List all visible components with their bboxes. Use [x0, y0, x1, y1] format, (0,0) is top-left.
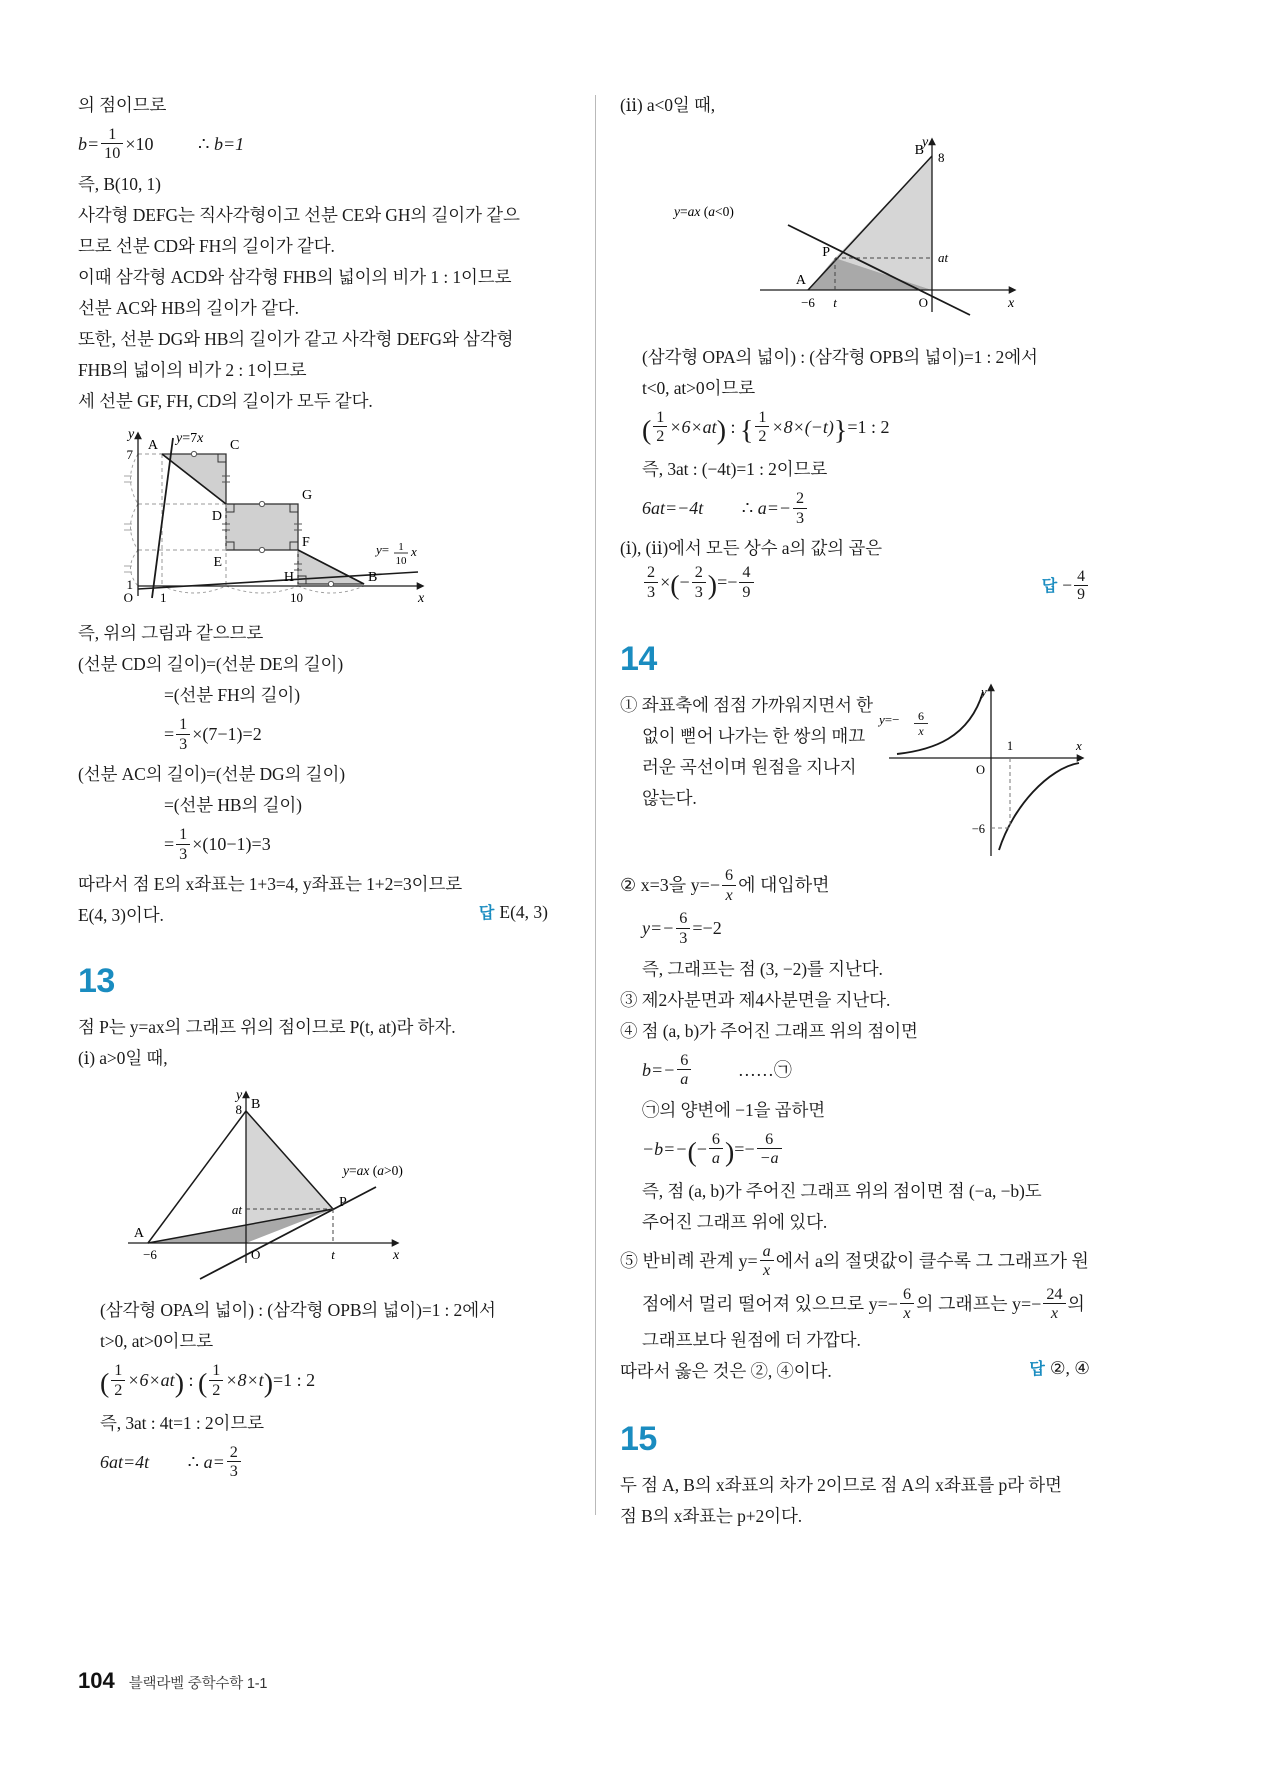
figure-staircase-graph: [118, 426, 448, 606]
eq-ac-rest: ×(10−1)=3: [192, 834, 271, 855]
q14-item2-tail: 즉, 그래프는 점 (3, −2)를 지난다.: [642, 958, 883, 979]
figure-y-ax-positive: [118, 1083, 418, 1283]
fig1-ytick-7: 7: [126, 447, 133, 463]
frac-6-over-3: $\frac{6}{3}$: [676, 910, 690, 947]
figure-1-svg: [118, 426, 448, 606]
frac-6-over-x-a: $\frac{6}{x}$: [722, 867, 736, 904]
frac-2-3-final-a: $\frac{2}{3}$: [644, 564, 658, 601]
left-line-7: FHB의 넓이의 비가 2 : 1이므로: [78, 360, 307, 381]
question-number-14: 14: [620, 640, 657, 679]
left-after-fig-3: (선분 AC의 길이)=(선분 DG의 길이): [78, 764, 346, 785]
frac-half-left-13c: $\frac{1}{2}$: [653, 409, 667, 446]
q14-item4-eq2: −b=−(− $\frac{6}{a}$ )=− $\frac{6}{-a}$: [620, 1131, 1090, 1170]
fig3-origin: O: [918, 295, 928, 310]
left-after-fig-4: =(선분 HB의 길이): [164, 795, 302, 816]
fraction-1-over-10: $\frac{1}{10}$: [101, 126, 123, 163]
fig2-origin: O: [251, 1247, 261, 1263]
left-line-0: 의 점이므로: [78, 95, 167, 115]
question-number-13: 13: [78, 962, 115, 1001]
q13c-ratio-line: (삼각형 OPA의 넓이) : (삼각형 OPB의 넓이)=1 : 2에서: [642, 347, 1038, 367]
fig3-label-B: B: [914, 143, 924, 158]
frac-6-over-neg-a: $\frac{6}{-a}$: [757, 1131, 782, 1168]
q14-item4-tail-2: 주어진 그래프 위에 있다.: [642, 1211, 828, 1232]
frac-2-over-3-a: $\frac{2}{3}$: [227, 1444, 241, 1481]
book-title: 블랙라벨 중학수학 1-1: [128, 1676, 268, 1692]
svg-text:y=: y=: [376, 542, 390, 558]
q14-conclusion: 따라서 옳은 것은 ②, ④이다.: [620, 1361, 832, 1382]
eq-ac-prefix: =: [164, 834, 175, 855]
svg-text:x: x: [918, 724, 924, 739]
answer-q13-label: 답: [1041, 578, 1058, 596]
page-footer: [78, 1668, 267, 1694]
q13-intro-1: 점 P는 y=ax의 그래프 위의 점이므로 P(t, at)라 하자.: [78, 1017, 456, 1038]
q13-eq-solve: 6at=4t ∴ a= $\frac{2}{3}$: [78, 1444, 548, 1481]
left-line-6: 또한, 선분 DG와 HB의 길이가 같고 사각형 DEFG와 삼각형: [78, 329, 514, 350]
frac-24-over-x: $\frac{24}{x}$: [1043, 1286, 1065, 1323]
fig1-label-H: H: [283, 570, 294, 586]
answer-q13: [1042, 568, 1090, 604]
frac-2-3-final-b: $\frac{2}{3}$: [692, 564, 706, 601]
q13-cond: t>0, at>0이므로: [100, 1331, 213, 1352]
fig3-ytick-8: 8: [938, 150, 945, 165]
left-column: [78, 90, 548, 1487]
fig1-label-D: D: [211, 509, 222, 525]
fig4-axis-y: y: [981, 684, 987, 700]
svg-text:10: 10: [395, 555, 407, 568]
eq-b-lhs: b=: [78, 134, 100, 155]
page-number: 104: [78, 1668, 115, 1693]
eq-b-result: b=1: [213, 134, 245, 155]
q14-item1-block: [620, 684, 1090, 865]
fig3-line-label: y=ax (a<0): [674, 204, 734, 219]
left-line-4: 이때 삼각형 ACD와 삼각형 FHB의 넓이의 비가 1 : 1이므로: [78, 267, 512, 288]
left-answer-row: [78, 900, 548, 932]
eq-b-mul: ×10: [125, 134, 154, 155]
left-conclusion-1: 따라서 점 E의 x좌표는 1+3=4, y좌표는 1+2=3이므로: [78, 874, 463, 895]
fig1-label-C: C: [230, 438, 240, 454]
q13-ratio-line: (삼각형 OPA의 넓이) : (삼각형 OPB의 넓이)=1 : 2에서: [100, 1300, 496, 1321]
fraction-1-over-3-b: $\frac{1}{3}$: [176, 826, 190, 863]
answer-q13-prefix: −: [1062, 575, 1073, 596]
fig1-axis-y: y: [128, 427, 135, 443]
fig2-line-label: y=ax (a>0): [343, 1163, 403, 1179]
q14-item2-eq: y=− $\frac{6}{3}$ =−2: [642, 909, 722, 947]
figure-3-svg: [660, 130, 1050, 330]
q14-item5-l2: 점에서 멀리 떨어져 있으므로 y=− $\frac{6}{x}$ 의 그래프는 y=− $\frac{24}{x}$ 의: [642, 1284, 1085, 1323]
q14-answer-row: [620, 1356, 1090, 1390]
q14-item5-l3: 그래프보다 원점에 더 가깝다.: [642, 1330, 861, 1351]
left-after-fig-0: 즉, 위의 그림과 같으므로: [78, 623, 264, 644]
left-conclusion-2: E(4, 3)이다.: [78, 905, 164, 926]
fig3-label-P: P: [822, 245, 830, 260]
q13-answer-row: [620, 564, 1090, 610]
left-line-3: 므로 선분 CD와 FH의 길이가 같다.: [78, 236, 335, 257]
fig3-xtick-neg6: −6: [801, 295, 815, 310]
q14-item1-l0: ① 좌표축에 점점 가까워지면서 한: [620, 695, 873, 716]
q14-item4-mid: ㉠의 양변에 −1을 곱하면: [642, 1099, 826, 1120]
q14-item4-tail-1: 즉, 점 (a, b)가 주어진 그래프 위의 점이면 점 (−a, −b)도: [642, 1180, 1042, 1201]
figure-y-ax-negative: [660, 130, 1050, 330]
q14-item1-l2: 러운 곡선이며 원점을 지나지: [642, 757, 857, 778]
q14-item4: ④ 점 (a, b)가 주어진 그래프 위의 점이면: [620, 1020, 918, 1041]
svg-text:1: 1: [398, 541, 404, 554]
q14-eq-tag: ……㉠: [737, 1059, 792, 1080]
fig4-xtick-1: 1: [1006, 739, 1014, 754]
q13c-eq-simpl: 즉, 3at : (−4t)=1 : 2이므로: [642, 459, 828, 480]
fig4-axis-x: x: [1076, 738, 1082, 754]
q13-eq-simpl: 즉, 3at : 4t=1 : 2이므로: [100, 1412, 264, 1433]
fig1-label-E: E: [213, 555, 222, 571]
fig2-xtick-t: t: [331, 1247, 335, 1263]
fig2-ytick-8: 8: [235, 1102, 242, 1118]
figure-2-svg: [118, 1083, 418, 1283]
q13c-eq-solve: 6at=−4t ∴ a=− $\frac{2}{3}$: [620, 490, 1090, 527]
fig1-xtick-10: 10: [290, 590, 303, 606]
svg-text:y=−: y=−: [879, 712, 900, 728]
fig2-label-P: P: [339, 1195, 347, 1211]
answer-q14: [1029, 1356, 1090, 1379]
frac-a-over-x: $\frac{a}{x}$: [760, 1243, 774, 1280]
fig2-label-A: A: [133, 1226, 144, 1242]
svg-text:6: 6: [918, 709, 924, 724]
q14-item3: ③ 제2사분면과 제4사분면을 지난다.: [620, 989, 891, 1010]
left-line-5: 선분 AC와 HB의 길이가 같다.: [78, 298, 299, 319]
svg-text:x: x: [411, 544, 417, 560]
q13-intro-2: (ⅰ) a>0일 때,: [78, 1048, 168, 1069]
q15-line-1: 두 점 A, B의 x좌표의 차가 2이므로 점 A의 x좌표를 p라 하면: [620, 1475, 1062, 1496]
fig1-line-label-7x: y=7x: [176, 431, 204, 447]
fraction-1-over-3-a: $\frac{1}{3}$: [176, 716, 190, 753]
fig1-label-G: G: [302, 488, 313, 504]
fig1-label-F: F: [302, 535, 310, 551]
fig1-line-label-tenth: [374, 541, 417, 567]
equation-ac-length: [78, 826, 548, 863]
fig2-axis-y: y: [236, 1088, 243, 1104]
frac-half-right-13c: $\frac{1}{2}$: [755, 409, 769, 446]
fig2-label-at: at: [231, 1202, 242, 1218]
fig1-label-B: B: [368, 570, 378, 586]
left-line-2: 사각형 DEFG는 직사각형이고 선분 CE와 GH의 길이가 같으: [78, 205, 520, 226]
left-line-1: 즉, B(10, 1): [78, 174, 161, 195]
frac-6-over-a: $\frac{6}{a}$: [677, 1052, 691, 1089]
fig2-xtick-neg6: −6: [143, 1247, 157, 1263]
fig3-axis-x: x: [1008, 296, 1015, 311]
figure-hyperbola: [873, 680, 1098, 870]
answer-q13-fraction: $\frac{4}{9}$: [1074, 568, 1088, 604]
answer-q14-value: ②, ④: [1049, 1358, 1090, 1379]
frac-half-left-13: $\frac{1}{2}$: [111, 1362, 125, 1399]
frac-2-over-3-b: $\frac{2}{3}$: [793, 490, 807, 527]
fig1-xtick-1: 1: [160, 590, 167, 606]
q13-case2-header: (ⅱ) a<0일 때,: [620, 95, 716, 115]
fig3-label-A: A: [795, 273, 806, 288]
q13c-cond: t<0, at>0이므로: [642, 378, 755, 398]
q13c-final-eq: $\frac{2}{3}$ ×(− $\frac{2}{3}$ )=− $\frac{4}{9}$: [620, 564, 756, 603]
q14-item5-l1: ⑤ 반비례 관계 y= $\frac{a}{x}$ 에서 a의 절댓값이 클수록 그 그래프가 원: [620, 1241, 1089, 1280]
right-column: [620, 90, 1090, 1532]
question-number-15: 15: [620, 1420, 657, 1459]
fig4-origin: O: [975, 763, 985, 778]
answer-q14-label: 답: [1029, 1361, 1045, 1379]
fig2-label-B: B: [251, 1097, 261, 1113]
frac-4-9-final: $\frac{4}{9}$: [739, 564, 753, 601]
fig3-label-at: at: [938, 250, 949, 265]
fig1-label-A: A: [147, 438, 158, 454]
column-divider: [595, 95, 596, 1515]
eq-cd-rest: ×(7−1)=2: [192, 724, 262, 745]
eq-cd-prefix: =: [164, 724, 175, 745]
q15-line-2: 점 B의 x좌표는 p+2이다.: [620, 1506, 803, 1527]
fig3-xtick-t: t: [833, 295, 837, 310]
answer-label: 답: [478, 905, 495, 923]
left-line-8: 세 선분 GF, FH, CD의 길이가 모두 같다.: [78, 391, 373, 412]
therefore-symbol: ∴: [198, 134, 210, 155]
q13c-final-line: (ⅰ), (ⅱ)에서 모든 상수 a의 값의 곱은: [620, 538, 882, 559]
frac-6-over-a-2: $\frac{6}{a}$: [709, 1131, 723, 1168]
equation-cd-length: [78, 716, 548, 753]
frac-half-right-13: $\frac{1}{2}$: [209, 1362, 223, 1399]
fig4-ytick-neg6: −6: [971, 822, 985, 837]
answer-value: E(4, 3): [499, 902, 548, 923]
q13c-eq-ratio: ( $\frac{1}{2}$ ×6×at) : { $\frac{1}{2}$ ×8×(−t)}=1 : 2: [642, 408, 890, 447]
fig2-axis-x: x: [393, 1248, 400, 1264]
left-after-fig-1: (선분 CD의 길이)=(선분 DE의 길이): [78, 654, 344, 675]
fig3-axis-y: y: [922, 135, 929, 150]
q13-eq-ratio: ( $\frac{1}{2}$ ×6×at) : ( $\frac{1}{2}$ ×8×t)=1 : 2: [100, 1361, 316, 1400]
left-after-fig-2: =(선분 FH의 길이): [164, 685, 300, 706]
fig1-ytick-1: 1: [126, 577, 133, 593]
q14-item1-l3: 않는다.: [642, 788, 697, 809]
answer-q12: [479, 900, 548, 923]
fig1-origin: O: [123, 590, 133, 606]
fig4-curve-label: [877, 709, 928, 738]
q14-item1-l1: 없이 뻗어 나가는 한 쌍의 매끄: [642, 726, 866, 747]
figure-4-svg: [873, 680, 1098, 870]
frac-6-over-x-b: $\frac{6}{x}$: [900, 1286, 914, 1323]
q14-item4-eq: b=− $\frac{6}{a}$ ……㉠: [642, 1050, 792, 1088]
fig1-axis-x: x: [418, 591, 425, 607]
equation-b-value: [78, 126, 548, 163]
q14-item2-lead: ② x=3을 y=− $\frac{6}{x}$ 에 대입하면: [620, 866, 830, 904]
